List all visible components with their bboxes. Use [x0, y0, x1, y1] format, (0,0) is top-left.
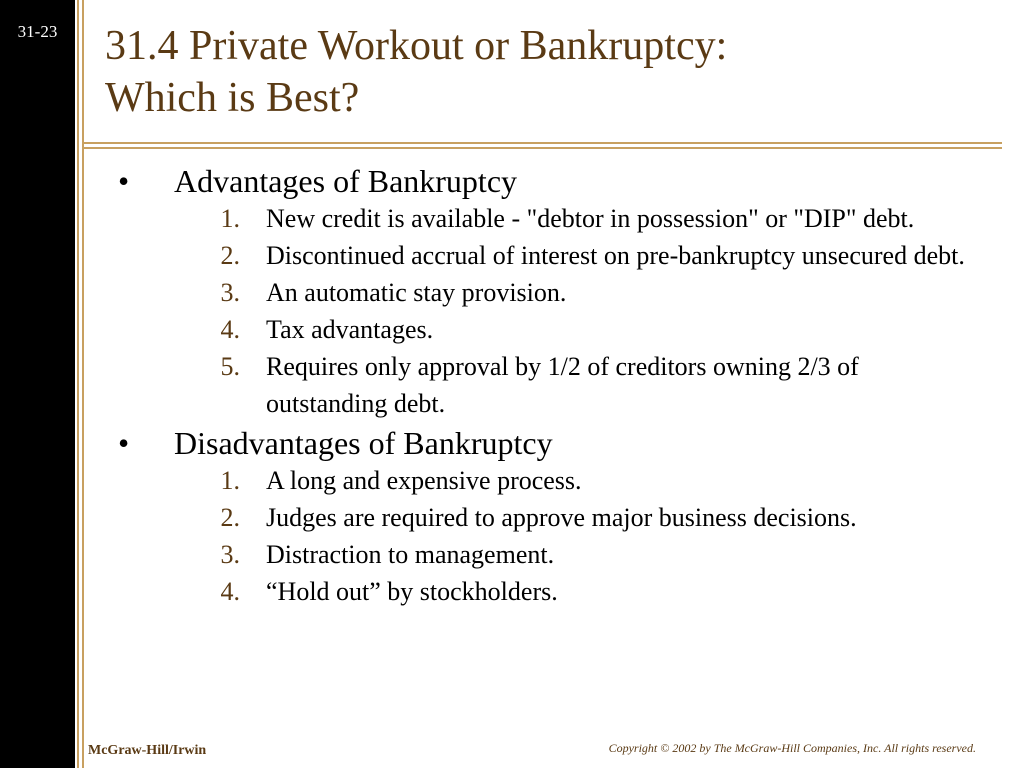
list-item-text: Discontinued accrual of interest on pre-bankruptcy unsecured debt. [266, 241, 965, 270]
list-item-text: A long and expensive process. [266, 466, 582, 495]
slide-title [105, 20, 1005, 124]
footer-publisher: McGraw-Hill/Irwin [88, 743, 207, 758]
list-item [108, 499, 988, 536]
section-heading [108, 424, 988, 462]
footer-copyright: Copyright © 2002 by The McGraw-Hill Companies, Inc. All rights reserved. [608, 741, 976, 755]
list-item [108, 237, 988, 274]
list-item-number: 1. [220, 204, 240, 233]
sidebar-border-line-inner [82, 0, 84, 768]
bullet-icon: • [118, 163, 130, 199]
section-disadvantages [108, 424, 988, 610]
disadvantages-list [108, 462, 988, 610]
list-item-number: 1. [220, 466, 240, 495]
slide-content [108, 162, 988, 610]
list-item [108, 348, 988, 422]
list-item-text: Requires only approval by 1/2 of creditors owning 2/3 of outstanding debt. [266, 352, 859, 418]
title-divider-bottom [83, 147, 1002, 149]
list-item [108, 573, 988, 610]
section-heading-text: Advantages of Bankruptcy [174, 163, 518, 199]
sidebar-border-line [77, 0, 79, 768]
list-item-number: 4. [220, 577, 240, 606]
list-item-text: An automatic stay provision. [266, 278, 567, 307]
list-item-number: 2. [220, 503, 240, 532]
section-advantages [108, 162, 988, 422]
list-item-text: Judges are required to approve major business decisions. [266, 503, 857, 532]
section-heading-text: Disadvantages of Bankruptcy [174, 425, 553, 461]
list-item-number: 2. [220, 241, 240, 270]
list-item-number: 3. [220, 540, 240, 569]
section-heading [108, 162, 988, 200]
list-item [108, 274, 988, 311]
list-item-text: New credit is available - "debtor in possession" or "DIP" debt. [266, 204, 915, 233]
list-item [108, 200, 988, 237]
slide-title-line-2: Which is Best? [105, 75, 360, 121]
list-item-text: “Hold out” by stockholders. [266, 577, 558, 606]
list-item-text: Distraction to management. [266, 540, 555, 569]
list-item-text: Tax advantages. [266, 315, 434, 344]
bullet-icon: • [118, 425, 130, 461]
title-divider-top [83, 142, 1002, 144]
list-item [108, 536, 988, 573]
slide-number: 31-23 [17, 22, 58, 41]
list-item [108, 462, 988, 499]
list-item-number: 4. [220, 315, 240, 344]
list-item-number: 3. [220, 278, 240, 307]
slide-sidebar [0, 0, 75, 768]
list-item [108, 311, 988, 348]
slide-title-line-1: 31.4 Private Workout or Bankruptcy: [105, 23, 728, 69]
advantages-list [108, 200, 988, 422]
list-item-number: 5. [220, 352, 240, 381]
